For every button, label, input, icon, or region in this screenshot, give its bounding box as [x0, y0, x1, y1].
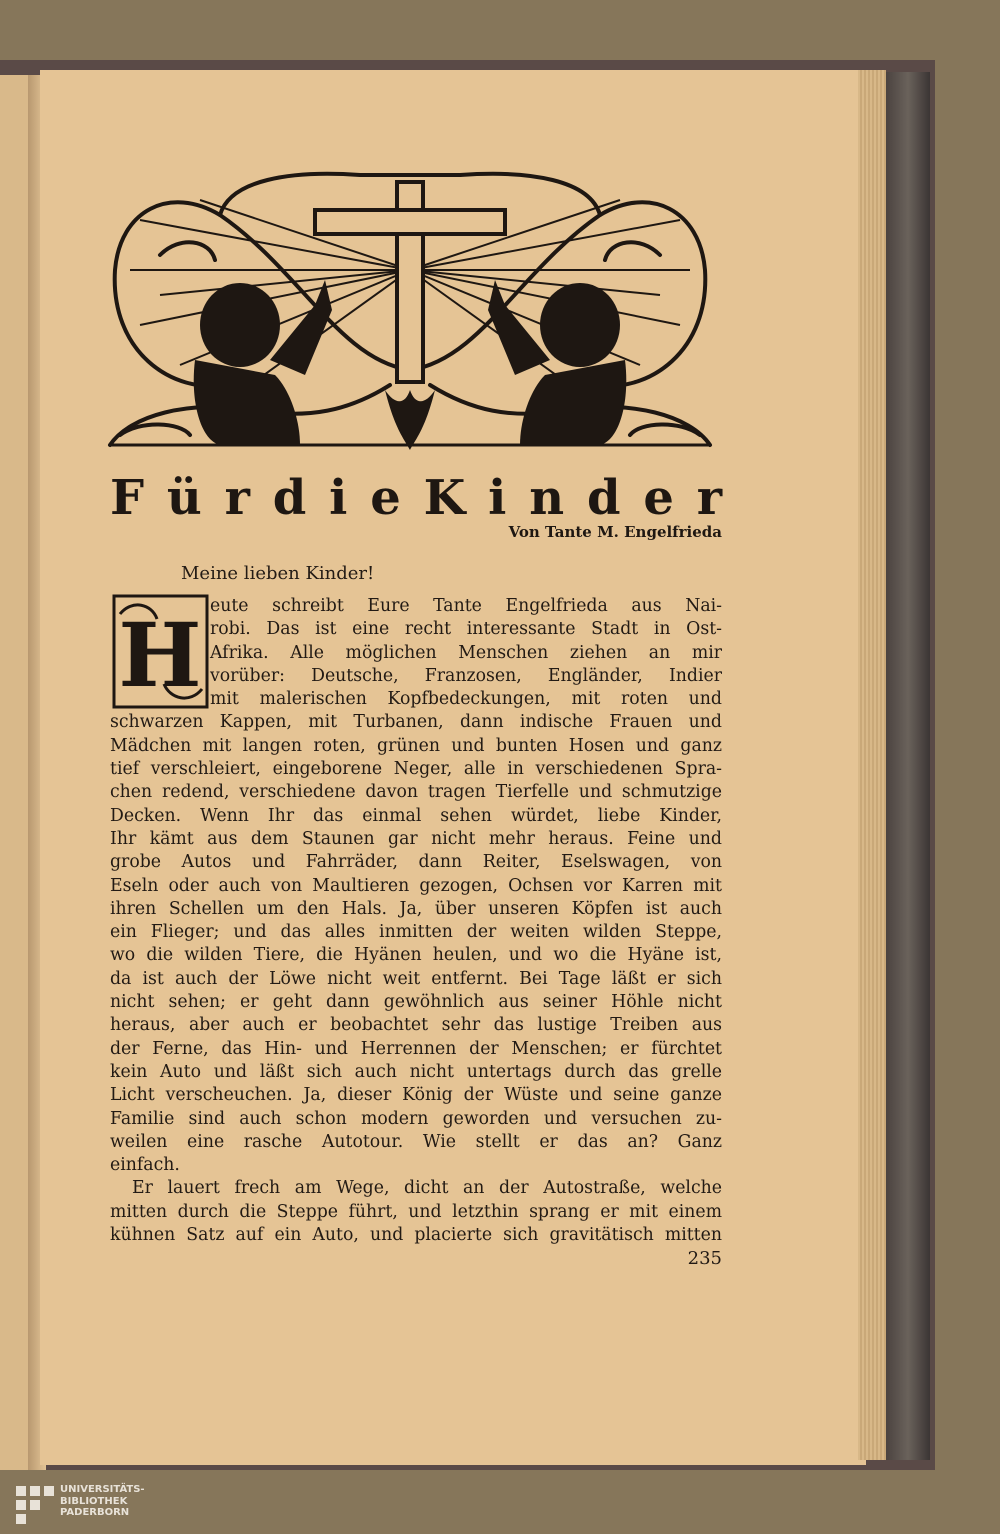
- body-line: Mädchen mit langen roten, grünen und bunten Hosen und ganz: [110, 735, 722, 756]
- body-line: Afrika. Alle möglichen Menschen ziehen an mir: [210, 642, 722, 663]
- body-line: Er lauert frech am Wege, dicht an der Autostraße, welche: [132, 1178, 722, 1199]
- headline-letter: d: [272, 469, 307, 526]
- page-number: 235: [687, 1248, 722, 1269]
- body-line: der Ferne, das Hin- und Herrennen der Menschen; er fürchtet: [110, 1038, 722, 1059]
- headline-letter: ü: [166, 469, 202, 526]
- body-line: Licht verscheuchen. Ja, dieser König der Wüste und seine ganze: [110, 1085, 722, 1106]
- body-line: mit malerischen Kopfbedeckungen, mit roten und: [210, 689, 722, 710]
- dropcap-letter: H: [118, 603, 202, 707]
- headline-letter: r: [224, 469, 250, 526]
- headline-letter: K: [423, 469, 466, 526]
- body-line: weilen eine rasche Autotour. Wie stellt er das an? Ganz: [110, 1131, 722, 1152]
- body-line: kein Auto und läßt sich auch nicht untertags durch das grelle: [110, 1061, 722, 1082]
- library-logo-text: [60, 1484, 145, 1519]
- headline-letter: e: [643, 469, 674, 526]
- header-illustration: [100, 160, 720, 465]
- body-line: schwarzen Kappen, mit Turbanen, dann indische Frauen und: [110, 712, 722, 733]
- body-line: heraus, aber auch er beobachtet sehr das lustige Treiben aus: [110, 1015, 722, 1036]
- page-edges: [858, 70, 886, 1460]
- body-line: Familie sind auch schon modern geworden und versuchen zu-: [110, 1108, 722, 1129]
- body-line: ihren Schellen um den Hals. Ja, über unseren Köpfen ist auch: [110, 898, 722, 919]
- article-headline: [110, 470, 722, 525]
- body-line: da ist auch der Löwe nicht weit entfernt. Bei Tage läßt er sich: [110, 968, 722, 989]
- facing-page-edge: [0, 75, 28, 1470]
- logo-line: BIBLIOTHEK: [60, 1495, 128, 1507]
- headline-letter: i: [329, 469, 348, 526]
- byline: Von Tante M. Engelfrieda: [508, 523, 722, 541]
- headline-letter: r: [696, 469, 722, 526]
- headline-letter: n: [529, 469, 565, 526]
- body-line: Eseln oder auch von Maultieren gezogen, Ochsen vor Karren mit: [110, 875, 722, 896]
- body-line: wo die wilden Tiere, die Hyänen heulen, und wo die Hyäne ist,: [110, 945, 722, 966]
- body-line: Ihr kämt aus dem Staunen gar nicht mehr heraus. Feine und: [110, 828, 722, 849]
- body-line: mitten durch die Steppe führt, und letzthin sprang er mit einem: [110, 1201, 722, 1222]
- logo-line: UNIVERSITÄTS-: [60, 1484, 145, 1495]
- headline-letter: F: [110, 469, 145, 526]
- headline-letter: d: [586, 469, 621, 526]
- article-body: [110, 595, 722, 1247]
- headline-letter: e: [370, 469, 401, 526]
- body-line: grobe Autos und Fahrräder, dann Reiter, Eselswagen, von: [110, 852, 722, 873]
- body-line: einfach.: [110, 1155, 180, 1176]
- body-line: robi. Das ist eine recht interessante Stadt in Ost-: [210, 619, 722, 640]
- body-line: ein Flieger; und das alles inmitten der weiten wilden Steppe,: [110, 922, 722, 943]
- logo-line: PADERBORN: [60, 1507, 130, 1518]
- body-line: eute schreibt Eure Tante Engelfrieda aus Nai-: [210, 596, 722, 616]
- salutation: Meine lieben Kinder!: [181, 563, 375, 584]
- body-line: chen redend, verschiedene davon tragen Tierfelle und schmutzige: [110, 782, 722, 803]
- body-line: nicht sehen; er geht dann gewöhnlich aus seiner Höhle nicht: [110, 992, 722, 1013]
- body-line: tief verschleiert, eingeborene Neger, alle in verschiedenen Spra-: [110, 759, 722, 780]
- body-line: kühnen Satz auf ein Auto, und placierte sich gravitätisch mitten: [110, 1225, 722, 1246]
- body-line: vorüber: Deutsche, Franzosen, Engländer, Indier: [210, 665, 722, 686]
- headline-letter: i: [488, 469, 507, 526]
- body-line: Decken. Wenn Ihr das einmal sehen würdet, liebe Kinder,: [110, 805, 722, 826]
- cover-cloth: [886, 72, 930, 1460]
